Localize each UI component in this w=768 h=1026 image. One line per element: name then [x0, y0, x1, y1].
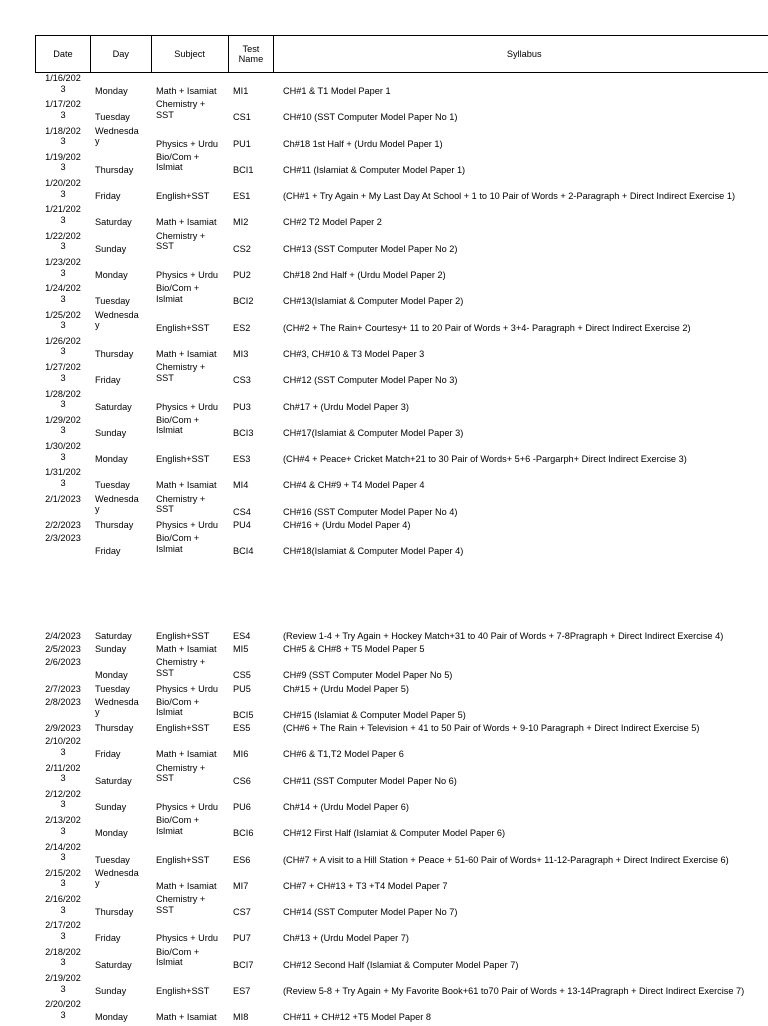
- date-cell: 2/12/202 3: [45, 788, 81, 810]
- subject-cell: Bio/Com + Islmiat: [156, 151, 200, 173]
- table-row: [0, 657, 768, 683]
- syllabus-cell: CH#16 (SST Computer Model Paper No 4): [283, 506, 458, 517]
- test-name-cell: CS6: [233, 775, 251, 786]
- header-test-name: Test Name: [229, 36, 275, 72]
- date-cell: 2/17/202 3: [45, 920, 81, 941]
- date-cell: 1/18/202 3: [45, 125, 81, 147]
- day-cell: Wednesda y: [95, 309, 139, 331]
- date-cell: 1/29/202 3: [45, 414, 81, 436]
- table-row: [0, 789, 768, 815]
- day-cell: Sunday: [95, 986, 127, 997]
- test-name-cell: PU6: [233, 801, 251, 812]
- test-name-cell: PU1: [233, 138, 251, 149]
- schedule-group-2: [0, 631, 768, 1026]
- date-cell: 2/8/2023: [45, 696, 81, 707]
- day-cell: Thursday: [95, 907, 134, 918]
- day-cell: Wednesda y: [95, 125, 139, 147]
- subject-cell: Chemistry + SST: [156, 99, 206, 120]
- date-cell: 2/1/2023: [45, 493, 81, 504]
- syllabus-cell: CH#9 (SST Computer Model Paper No 5): [283, 670, 453, 681]
- subject-cell: Chemistry + SST: [156, 762, 206, 784]
- day-cell: Monday: [95, 670, 128, 681]
- day-cell: Sunday: [95, 644, 127, 655]
- test-name-cell: BCI3: [233, 427, 254, 438]
- day-cell: Tuesday: [95, 854, 130, 865]
- table-row: [0, 231, 768, 257]
- subject-cell: Physics + Urdu: [156, 933, 219, 944]
- subject-cell: Physics + Urdu: [156, 801, 219, 812]
- table-row: [0, 441, 768, 467]
- date-cell: 2/5/2023: [45, 644, 81, 655]
- table-row: [0, 520, 768, 533]
- date-cell: 1/24/202 3: [45, 283, 81, 304]
- test-name-cell: ES3: [233, 454, 251, 465]
- date-cell: 2/2/2023: [45, 520, 81, 531]
- table-row: [0, 999, 768, 1025]
- syllabus-cell: CH#15 (Islamiat & Computer Model Paper 5): [283, 709, 466, 720]
- test-name-cell: PU5: [233, 683, 251, 694]
- day-cell: Friday: [95, 191, 121, 202]
- syllabus-cell: CH#1 & T1 Model Paper 1: [283, 86, 391, 96]
- table-row: [0, 204, 768, 230]
- date-cell: 1/25/202 3: [45, 309, 81, 331]
- date-cell: 2/13/202 3: [45, 815, 81, 836]
- day-cell: Tuesday: [95, 683, 130, 694]
- test-name-cell: BCI4: [233, 546, 254, 557]
- day-cell: Thursday: [95, 348, 134, 359]
- syllabus-cell: CH#17(Islamiat & Computer Model Paper 3): [283, 427, 464, 438]
- day-cell: Wednesda y: [95, 867, 139, 889]
- test-name-cell: MI3: [233, 348, 249, 359]
- date-cell: 2/18/202 3: [45, 946, 81, 968]
- subject-cell: English+SST: [156, 191, 210, 202]
- test-name-cell: ES1: [233, 191, 251, 202]
- date-cell: 1/22/202 3: [45, 230, 81, 252]
- subject-cell: Chemistry + SST: [156, 493, 206, 515]
- syllabus-cell: CH#11 (SST Computer Model Paper No 6): [283, 775, 457, 786]
- date-cell: 2/6/2023: [45, 657, 81, 668]
- syllabus-cell: Ch#18 1st Half + (Urdu Model Paper 1): [283, 138, 443, 149]
- subject-cell: Math + Isamiat: [156, 1012, 217, 1023]
- table-row: [0, 178, 768, 204]
- table-row: [0, 257, 768, 283]
- subject-cell: Math + Isamiat: [156, 217, 217, 228]
- table-row: [0, 868, 768, 894]
- subject-cell: Physics + Urdu: [156, 401, 219, 412]
- syllabus-cell: CH#11 + CH#12 +T5 Model Paper 8: [283, 1012, 431, 1023]
- test-name-cell: BCI1: [233, 164, 254, 175]
- day-cell: Sunday: [95, 801, 127, 812]
- day-cell: Tuesday: [95, 112, 130, 123]
- test-name-cell: PU2: [233, 270, 251, 281]
- date-cell: 1/20/202 3: [45, 178, 81, 199]
- test-name-cell: CS4: [233, 506, 251, 517]
- date-cell: 1/21/202 3: [45, 204, 81, 225]
- test-name-cell: MI2: [233, 217, 249, 228]
- table-row: [0, 815, 768, 841]
- day-cell: Friday: [95, 375, 121, 386]
- test-name-cell: CS7: [233, 907, 251, 918]
- table-row: [0, 842, 768, 868]
- syllabus-cell: (CH#1 + Try Again + My Last Day At School + 1 to 10 Pair of Words + 2-Paragraph + Direct Indirect Exercise 1): [283, 191, 736, 202]
- syllabus-cell: CH#11 (Islamiat & Computer Model Paper 1): [283, 164, 466, 175]
- table-row: [0, 283, 768, 309]
- table-row: [0, 533, 768, 559]
- table-row: [0, 736, 768, 762]
- subject-cell: English+SST: [156, 986, 210, 997]
- subject-cell: Chemistry + SST: [156, 230, 206, 252]
- date-cell: 1/17/202 3: [45, 99, 81, 120]
- day-cell: Friday: [95, 933, 121, 944]
- syllabus-cell: CH#16 + (Urdu Model Paper 4): [283, 520, 411, 531]
- subject-cell: Bio/Com + Islmiat: [156, 696, 200, 718]
- syllabus-cell: CH#14 (SST Computer Model Paper No 7): [283, 907, 458, 918]
- table-row: [0, 973, 768, 999]
- table-row: [0, 73, 768, 99]
- test-name-cell: MI7: [233, 880, 249, 891]
- schedule-group-1: [0, 73, 768, 560]
- table-row: [0, 389, 768, 415]
- table-row: [0, 631, 768, 644]
- syllabus-cell: CH#12 First Half (Islamiat & Computer Model Paper 6): [283, 828, 506, 839]
- header-day: Day: [91, 36, 152, 72]
- test-name-cell: PU7: [233, 933, 251, 944]
- subject-cell: Chemistry + SST: [156, 894, 206, 915]
- subject-cell: English+SST: [156, 854, 210, 865]
- syllabus-cell: Ch#13 + (Urdu Model Paper 7): [283, 933, 409, 944]
- test-name-cell: PU4: [233, 520, 251, 531]
- header-subject: Subject: [152, 36, 229, 72]
- subject-cell: Math + Isamiat: [156, 348, 217, 359]
- table-row: [0, 684, 768, 697]
- subject-cell: Math + Isamiat: [156, 86, 217, 96]
- day-cell: Friday: [95, 749, 121, 760]
- date-cell: 1/28/202 3: [45, 388, 81, 410]
- subject-cell: Math + Isamiat: [156, 880, 217, 891]
- table-row: [0, 362, 768, 388]
- syllabus-cell: CH#5 & CH#8 + T5 Model Paper 5: [283, 644, 425, 655]
- syllabus-cell: (CH#4 + Peace+ Cricket Match+21 to 30 Pair of Words+ 5+6 -Pargarph+ Direct Indirect Exercise 3): [283, 454, 687, 465]
- date-cell: 1/30/202 3: [45, 441, 81, 462]
- test-name-cell: BCI6: [233, 828, 254, 839]
- subject-cell: Physics + Urdu: [156, 138, 219, 149]
- table-row: [0, 697, 768, 723]
- test-name-cell: CS1: [233, 112, 251, 123]
- day-cell: Monday: [95, 454, 128, 465]
- subject-cell: English+SST: [156, 631, 210, 641]
- subject-cell: Math + Isamiat: [156, 644, 217, 655]
- date-cell: 1/16/202 3: [45, 73, 81, 94]
- test-name-cell: MI4: [233, 480, 249, 491]
- day-cell: Friday: [95, 546, 121, 557]
- day-cell: Sunday: [95, 243, 127, 254]
- syllabus-cell: (CH#6 + The Rain + Television + 41 to 50 Pair of Words + 9-10 Paragraph + Direct Indirect Exercise 5): [283, 723, 700, 734]
- date-cell: 1/23/202 3: [45, 257, 81, 278]
- table-row: [0, 894, 768, 920]
- test-name-cell: MI5: [233, 644, 249, 655]
- test-name-cell: CS2: [233, 243, 251, 254]
- table-header: [35, 35, 768, 73]
- day-cell: Saturday: [95, 959, 132, 970]
- syllabus-cell: (CH#2 + The Rain+ Courtesy+ 11 to 20 Pair of Words + 3+4- Paragraph + Direct Indirect Exercise 2): [283, 322, 691, 333]
- date-cell: 2/10/202 3: [45, 736, 81, 757]
- table-row: [0, 415, 768, 441]
- date-cell: 2/20/202 3: [45, 999, 81, 1020]
- header-date: Date: [36, 36, 91, 72]
- day-cell: Monday: [95, 270, 128, 281]
- subject-cell: Bio/Com + Islmiat: [156, 414, 200, 436]
- test-name-cell: MI6: [233, 749, 249, 760]
- test-name-cell: ES7: [233, 986, 251, 997]
- day-cell: Wednesda y: [95, 696, 139, 718]
- test-name-cell: BCI5: [233, 709, 254, 720]
- day-cell: Tuesday: [95, 480, 130, 491]
- subject-cell: Bio/Com + Islmiat: [156, 946, 200, 968]
- date-cell: 1/19/202 3: [45, 151, 81, 173]
- date-cell: 1/26/202 3: [45, 335, 81, 357]
- table-row: [0, 310, 768, 336]
- date-cell: 1/27/202 3: [45, 362, 81, 383]
- day-cell: Monday: [95, 86, 128, 96]
- day-cell: Thursday: [95, 520, 134, 531]
- subject-cell: Math + Isamiat: [156, 749, 217, 760]
- table-row: [0, 467, 768, 493]
- syllabus-cell: CH#7 + CH#13 + T3 +T4 Model Paper 7: [283, 880, 448, 891]
- day-cell: Thursday: [95, 164, 134, 175]
- subject-cell: English+SST: [156, 322, 210, 333]
- syllabus-cell: (CH#7 + A visit to a Hill Station + Peace + 51-60 Pair of Words+ 11-12-Paragraph + Direct Indirect Exercise 6): [283, 854, 729, 865]
- subject-cell: Bio/Com + Islmiat: [156, 533, 200, 554]
- day-cell: Monday: [95, 1012, 128, 1023]
- table-row: [0, 126, 768, 152]
- table-row: [0, 763, 768, 789]
- table-row: [0, 723, 768, 736]
- day-cell: Sunday: [95, 427, 127, 438]
- syllabus-cell: (Review 1-4 + Try Again + Hockey Match+31 to 40 Pair of Words + 7-8Pragraph + Direct Indirect Exercise 4): [283, 631, 724, 641]
- syllabus-cell: Ch#18 2nd Half + (Urdu Model Paper 2): [283, 270, 446, 281]
- test-name-cell: ES4: [233, 631, 251, 641]
- day-cell: Thursday: [95, 723, 134, 734]
- date-cell: 2/4/2023: [45, 631, 81, 641]
- subject-cell: Bio/Com + Islmiat: [156, 283, 200, 304]
- date-cell: 2/11/202 3: [45, 762, 81, 784]
- date-cell: 2/7/2023: [45, 683, 81, 694]
- syllabus-cell: CH#3, CH#10 & T3 Model Paper 3: [283, 348, 425, 359]
- syllabus-cell: (Review 5-8 + Try Again + My Favorite Book+61 to70 Pair of Words + 13-14Pragraph + Direct Indirect Exercise 7): [283, 986, 745, 997]
- syllabus-cell: CH#10 (SST Computer Model Paper No 1): [283, 112, 458, 123]
- syllabus-cell: CH#12 Second Half (Islamiat & Computer Model Paper 7): [283, 959, 519, 970]
- test-name-cell: ES2: [233, 322, 251, 333]
- syllabus-cell: CH#13 (SST Computer Model Paper No 2): [283, 243, 458, 254]
- syllabus-cell: CH#2 T2 Model Paper 2: [283, 217, 382, 228]
- table-row: [0, 920, 768, 946]
- table-row: [0, 644, 768, 657]
- test-name-cell: PU3: [233, 401, 251, 412]
- subject-cell: Chemistry + SST: [156, 362, 206, 383]
- table-row: [0, 947, 768, 973]
- subject-cell: Bio/Com + Islmiat: [156, 815, 200, 836]
- syllabus-cell: CH#13(Islamiat & Computer Model Paper 2): [283, 296, 464, 307]
- day-cell: Saturday: [95, 217, 132, 228]
- subject-cell: Math + Isamiat: [156, 480, 217, 491]
- day-cell: Wednesda y: [95, 493, 139, 515]
- syllabus-cell: CH#6 & T1,T2 Model Paper 6: [283, 749, 404, 760]
- subject-cell: Chemistry + SST: [156, 657, 206, 678]
- test-name-cell: BCI2: [233, 296, 254, 307]
- header-syllabus: Syllabus: [506, 49, 542, 59]
- test-name-cell: BCI7: [233, 959, 254, 970]
- subject-cell: English+SST: [156, 454, 210, 465]
- syllabus-cell: Ch#15 + (Urdu Model Paper 5): [283, 683, 409, 694]
- syllabus-cell: Ch#17 + (Urdu Model Paper 3): [283, 401, 409, 412]
- table-row: [0, 494, 768, 520]
- subject-cell: Physics + Urdu: [156, 683, 219, 694]
- day-cell: Monday: [95, 828, 128, 839]
- table-row: [0, 152, 768, 178]
- syllabus-cell: Ch#14 + (Urdu Model Paper 6): [283, 801, 409, 812]
- date-cell: 2/3/2023: [45, 533, 81, 544]
- day-cell: Tuesday: [95, 296, 130, 307]
- syllabus-cell: CH#4 & CH#9 + T4 Model Paper 4: [283, 480, 425, 491]
- subject-cell: Physics + Urdu: [156, 520, 219, 531]
- syllabus-cell: CH#18(Islamiat & Computer Model Paper 4): [283, 546, 464, 557]
- syllabus-cell: CH#12 (SST Computer Model Paper No 3): [283, 375, 458, 386]
- test-name-cell: MI8: [233, 1012, 249, 1023]
- day-cell: Saturday: [95, 775, 132, 786]
- subject-cell: English+SST: [156, 723, 210, 734]
- day-cell: Saturday: [95, 401, 132, 412]
- date-cell: 2/15/202 3: [45, 867, 81, 889]
- date-cell: 2/14/202 3: [45, 841, 81, 863]
- date-cell: 2/19/202 3: [45, 973, 81, 994]
- date-cell: 1/31/202 3: [45, 467, 81, 488]
- test-name-cell: MI1: [233, 86, 249, 96]
- test-name-cell: CS3: [233, 375, 251, 386]
- subject-cell: Physics + Urdu: [156, 270, 219, 281]
- date-cell: 2/16/202 3: [45, 894, 81, 915]
- table-row: [0, 336, 768, 362]
- date-cell: 2/9/2023: [45, 723, 81, 734]
- table-row: [0, 99, 768, 125]
- test-name-cell: ES5: [233, 723, 251, 734]
- test-name-cell: CS5: [233, 670, 251, 681]
- day-cell: Saturday: [95, 631, 132, 641]
- test-name-cell: ES6: [233, 854, 251, 865]
